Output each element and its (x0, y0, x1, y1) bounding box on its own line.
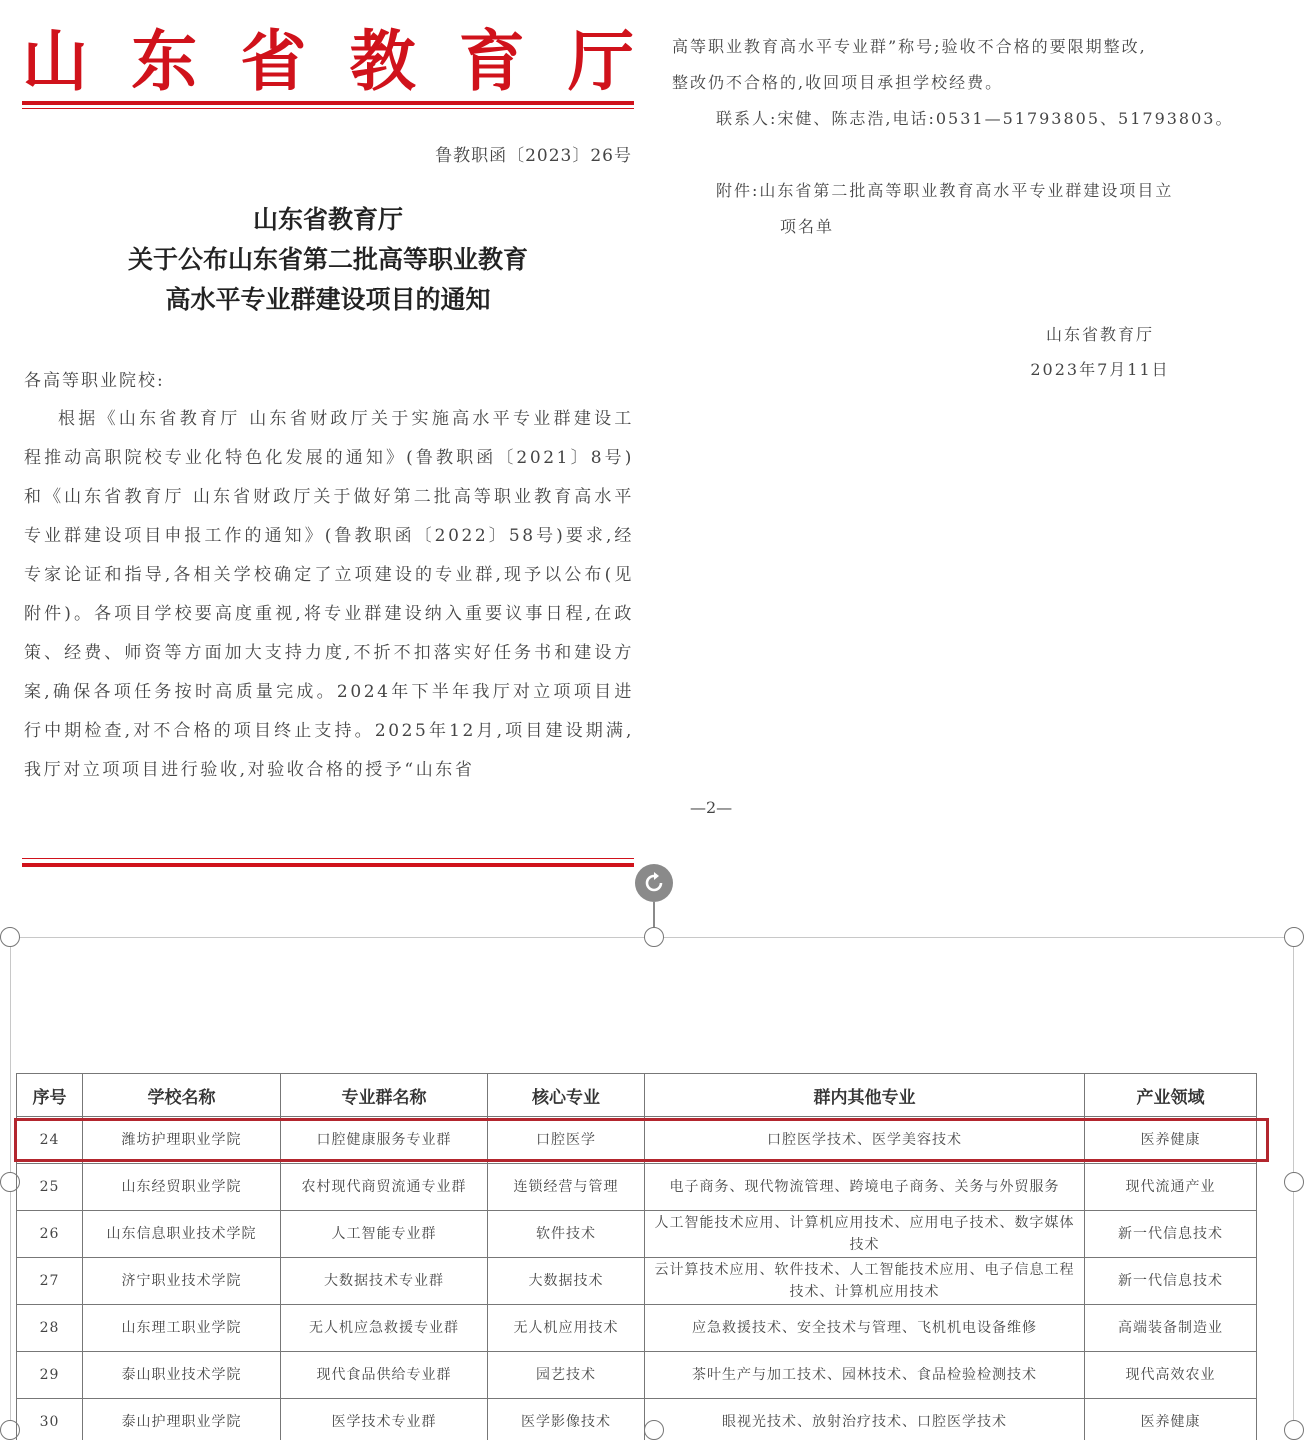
cell-school: 潍坊护理职业学院 (83, 1117, 281, 1164)
cell-index: 27 (17, 1258, 83, 1305)
table-row (17, 1399, 1257, 1440)
rotate-handle-stem (653, 902, 655, 928)
table-row (17, 1211, 1257, 1258)
resize-handle-top[interactable] (644, 927, 664, 947)
masthead-rule-thin (22, 108, 634, 109)
masthead-char: 厅 (567, 22, 634, 100)
masthead (22, 22, 634, 100)
page2-text-line: 整改仍不合格的,收回项目承担学校经费。 (672, 73, 1004, 92)
table-row (17, 1305, 1257, 1352)
cell-industry: 现代高效农业 (1085, 1352, 1257, 1399)
cell-other-majors: 电子商务、现代物流管理、跨境电子商务、关务与外贸服务 (645, 1164, 1085, 1211)
cell-other-majors: 茶叶生产与加工技术、园林技术、食品检验检测技术 (645, 1352, 1085, 1399)
header-cluster: 专业群名称 (281, 1074, 488, 1117)
cell-cluster: 医学技术专业群 (281, 1399, 488, 1440)
masthead-char: 育 (458, 22, 525, 100)
signature-organization: 山东省教育厅 (1045, 325, 1154, 344)
cell-cluster: 大数据技术专业群 (281, 1258, 488, 1305)
cell-other-majors: 应急救援技术、安全技术与管理、飞机机电设备维修 (645, 1305, 1085, 1352)
cell-cluster: 现代食品供给专业群 (281, 1352, 488, 1399)
cell-cluster: 人工智能专业群 (281, 1211, 488, 1258)
header-school: 学校名称 (83, 1074, 281, 1117)
resize-handle-top-left[interactable] (0, 927, 20, 947)
header-core-major: 核心专业 (488, 1074, 645, 1117)
body-paragraph: 根据《山东省教育厅 山东省财政厅关于实施高水平专业群建设工程推动高职院校专业化特色化发展的通知》(鲁教职函〔2021〕8号)和《山东省教育厅 山东省财政厅关于做好第二批高等职业教育高水平专业群建设项目申报工作的通知》(鲁教职函〔2022〕58号)要求,经专家论证和指导,各相关学校确定了立项建设的专业群,现予以公布(见附件)。各项目学校要高度重视,将专业群建设纳入重要议事日程,在政策、经费、师资等方面加大支持力度,不折不扣落实好任务书和建设方案,确保各项任务按时高质量完成。2024年下半年我厅对立项项目进行中期检查,对不合格的项目终止支持。2025年12月,项目建设期满,我厅对立项项目进行验收,对验收合格的授予“山东省 (24, 409, 634, 780)
cell-core-major: 软件技术 (488, 1211, 645, 1258)
cell-school: 山东经贸职业学院 (83, 1164, 281, 1211)
header-other-majors: 群内其他专业 (645, 1074, 1085, 1117)
cell-industry: 医养健康 (1085, 1117, 1257, 1164)
salutation: 各高等职业院校: (24, 371, 165, 391)
cell-other-majors: 云计算技术应用、软件技术、人工智能技术应用、电子信息工程技术、计算机应用技术 (645, 1258, 1085, 1305)
table-row (17, 1258, 1257, 1305)
contact-line: 联系人:宋健、陈志浩,电话:0531—51793805、51793803。 (716, 109, 1234, 128)
title-line: 关于公布山东省第二批高等职业教育 (127, 245, 528, 274)
title-line: 山东省教育厅 (252, 205, 403, 234)
cell-industry: 新一代信息技术 (1085, 1258, 1257, 1305)
cell-core-major: 大数据技术 (488, 1258, 645, 1305)
document-number: 鲁教职函〔2023〕26号 (435, 146, 632, 166)
resize-handle-right[interactable] (1284, 1172, 1304, 1192)
cell-core-major: 口腔医学 (488, 1117, 645, 1164)
resize-handle-top-right[interactable] (1284, 927, 1304, 947)
cell-industry: 高端装备制造业 (1085, 1305, 1257, 1352)
masthead-char: 东 (131, 22, 198, 100)
cell-core-major: 无人机应用技术 (488, 1305, 645, 1352)
attachment-line: 项名单 (780, 217, 835, 236)
table-row (17, 1352, 1257, 1399)
signature-date: 2023年7月11日 (1030, 360, 1170, 379)
cell-school: 泰山职业技术学院 (83, 1352, 281, 1399)
cell-industry: 现代流通产业 (1085, 1164, 1257, 1211)
cell-school: 济宁职业技术学院 (83, 1258, 281, 1305)
masthead-char: 省 (240, 22, 307, 100)
cell-core-major: 医学影像技术 (488, 1399, 645, 1440)
attachment-line: 附件:山东省第二批高等职业教育高水平专业群建设项目立 (716, 181, 1174, 200)
cell-other-majors: 眼视光技术、放射治疗技术、口腔医学技术 (645, 1399, 1085, 1440)
page2-text-line: 高等职业教育高水平专业群”称号;验收不合格的要限期整改, (672, 37, 1147, 56)
masthead-char: 教 (349, 22, 416, 100)
cell-index: 30 (17, 1399, 83, 1440)
table-header-row (17, 1074, 1257, 1117)
cell-school: 山东理工职业学院 (83, 1305, 281, 1352)
cell-index: 28 (17, 1305, 83, 1352)
title-line: 高水平专业群建设项目的通知 (165, 285, 491, 314)
cell-industry: 新一代信息技术 (1085, 1211, 1257, 1258)
cell-other-majors: 人工智能技术应用、计算机应用技术、应用电子技术、数字媒体技术 (645, 1211, 1085, 1258)
footer-rule-thick (22, 863, 634, 867)
cell-index: 29 (17, 1352, 83, 1399)
cell-cluster: 口腔健康服务专业群 (281, 1117, 488, 1164)
row-highlight-box (14, 1118, 1269, 1162)
cell-cluster: 无人机应急救援专业群 (281, 1305, 488, 1352)
page-number: —2— (690, 798, 733, 817)
resize-handle-bottom-right[interactable] (1284, 1420, 1304, 1440)
cell-cluster: 农村现代商贸流通专业群 (281, 1164, 488, 1211)
masthead-rule-thick (22, 101, 634, 105)
cell-index: 26 (17, 1211, 83, 1258)
footer-rule-thin (22, 858, 634, 859)
document-title (22, 200, 634, 320)
header-industry: 产业领域 (1085, 1074, 1257, 1117)
cell-index: 24 (17, 1117, 83, 1164)
cell-school: 山东信息职业技术学院 (83, 1211, 281, 1258)
cell-core-major: 园艺技术 (488, 1352, 645, 1399)
masthead-char: 山 (22, 22, 88, 100)
table-row (17, 1164, 1257, 1211)
cell-industry: 医养健康 (1085, 1399, 1257, 1440)
cell-index: 25 (17, 1164, 83, 1211)
cell-core-major: 连锁经营与管理 (488, 1164, 645, 1211)
cell-other-majors: 口腔医学技术、医学美容技术 (645, 1117, 1085, 1164)
rotate-icon[interactable] (635, 864, 673, 902)
cell-school: 泰山护理职业学院 (83, 1399, 281, 1440)
header-index: 序号 (17, 1074, 83, 1117)
